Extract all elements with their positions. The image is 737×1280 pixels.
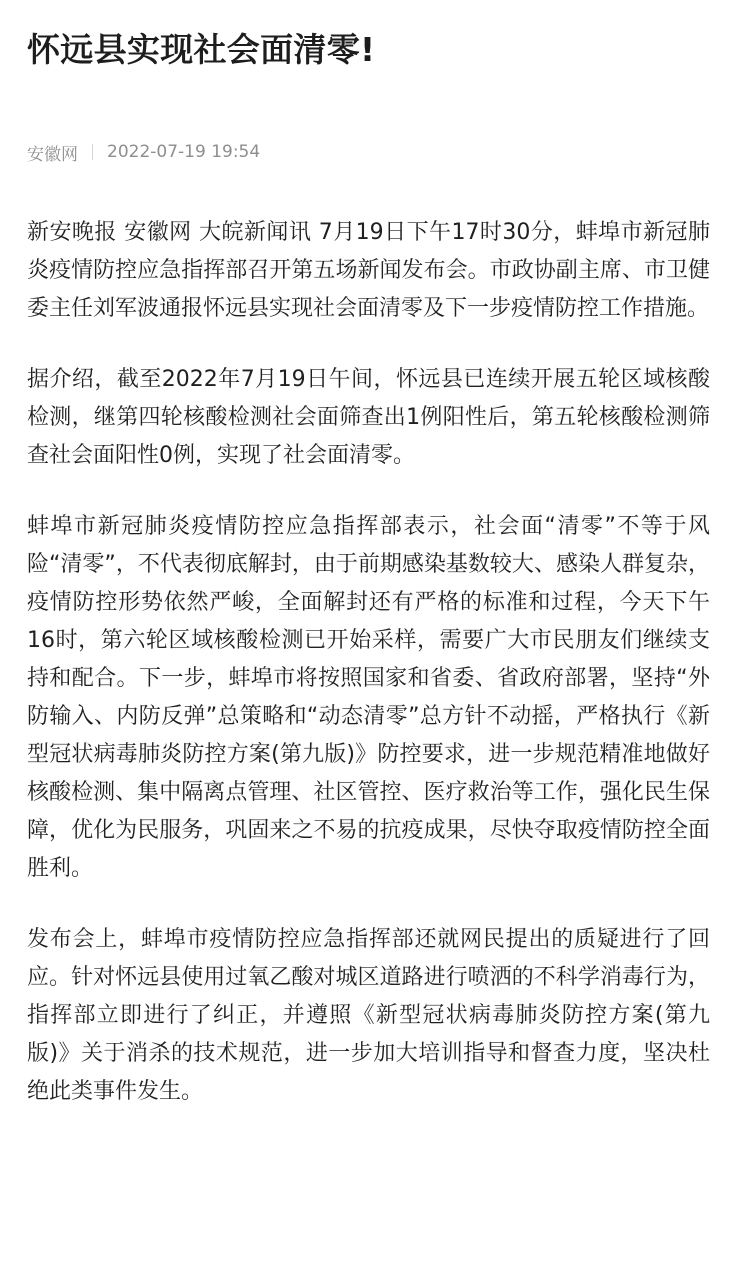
article-paragraph: 据介绍，截至2022年7月19日午间，怀远县已连续开展五轮区域核酸检测，继第四轮核酸检测社会面筛查出1例阳性后，第五轮核酸检测筛查社会面阳性0例，实现了社会面清零。 xyxy=(27,367,710,468)
meta-divider xyxy=(92,144,93,160)
article-title: 怀远县实现社会面清零! xyxy=(27,30,376,69)
article-body xyxy=(27,214,710,1111)
article-paragraph: 蚌埠市新冠肺炎疫情防控应急指挥部表示，社会面“清零”不等于风险“清零”，不代表彻底解封，由于前期感染基数较大、感染人群复杂，疫情防控形势依然严峻，全面解封还有严格的标准和过程，今天下午16时，第六轮区域核酸检测已开始采样，需要广大市民朋友们继续支持和配合。下一步，蚌埠市将按照国家和省委、省政府部署，坚持“外防输入、内防反弹”总策略和“动态清零”总方针不动摇，严格执行《新型冠状病毒肺炎防控方案(第九版)》防控要求，进一步规范精准地做好核酸检测、集中隔离点管理、社区管控、医疗救治等工作，强化民生保障，优化为民服务，巩固来之不易的抗疫成果，尽快夺取疫情防控全面胜利。 xyxy=(27,514,710,881)
article-paragraph: 发布会上，蚌埠市疫情防控应急指挥部还就网民提出的质疑进行了回应。针对怀远县使用过氧乙酸对城区道路进行喷洒的不科学消毒行为，指挥部立即进行了纠正，并遵照《新型冠状病毒肺炎防控方案(第九版)》关于消杀的技术规范，进一步加大培训指导和督查力度，坚决杜绝此类事件发生。 xyxy=(27,927,710,1104)
article-datetime: 2022-07-19 19:54 xyxy=(107,142,261,162)
article-meta xyxy=(27,138,710,166)
article-paragraph: 新安晚报 安徽网 大皖新闻讯 7月19日下午17时30分，蚌埠市新冠肺炎疫情防控应急指挥部召开第五场新闻发布会。市政协副主席、市卫健委主任刘军波通报怀远县实现社会面清零及下一步疫情防控工作措施。 xyxy=(27,220,710,321)
article-source: 安徽网 xyxy=(27,144,78,165)
